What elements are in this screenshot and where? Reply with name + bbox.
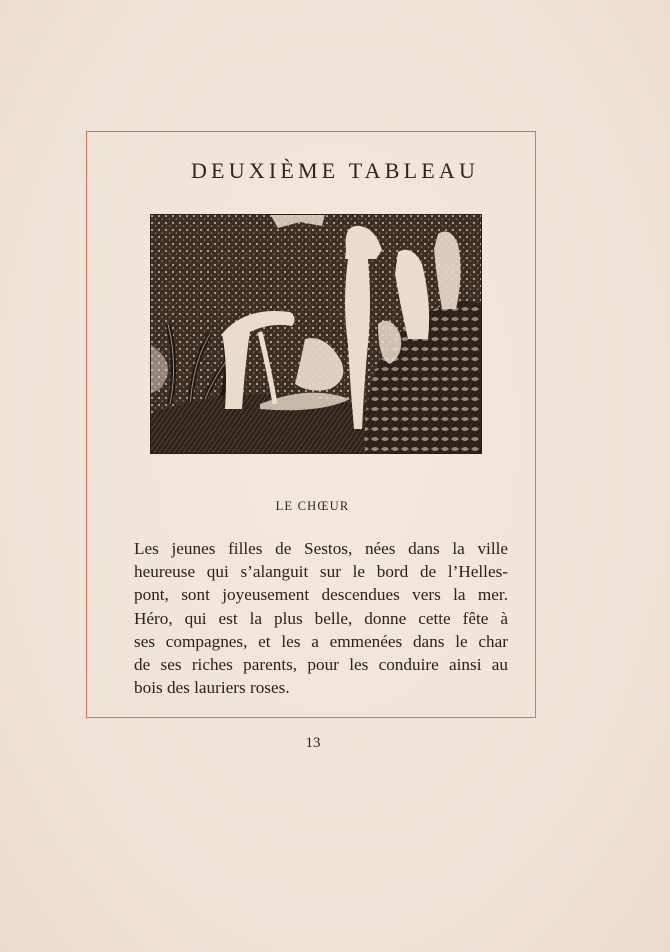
text-line-4: Héro, qui est la plus belle, donne cette fête à [134,608,508,628]
body-paragraph [134,537,508,699]
text-line-3: pont, sont joyeusement descendues vers la mer. [134,585,508,605]
text-line-2: heureuse qui s’alanguit sur le bord de l’Helles- [134,562,508,582]
engraving-illustration [150,214,482,454]
text-line-5: ses compagnes, et les a emmenées dans le char [134,631,508,651]
text-line-6: de ses riches parents, pour les conduire ainsi au [134,654,508,674]
text-line-1: Les jeunes filles de Sestos, nées dans la ville [134,539,508,558]
speaker-heading: LE CHŒUR [275,499,350,513]
section-title: DEUXIÈME TABLEAU [190,158,480,183]
text-line-7: bois des lauriers roses. [134,678,290,698]
page-number: 13 [305,735,321,751]
